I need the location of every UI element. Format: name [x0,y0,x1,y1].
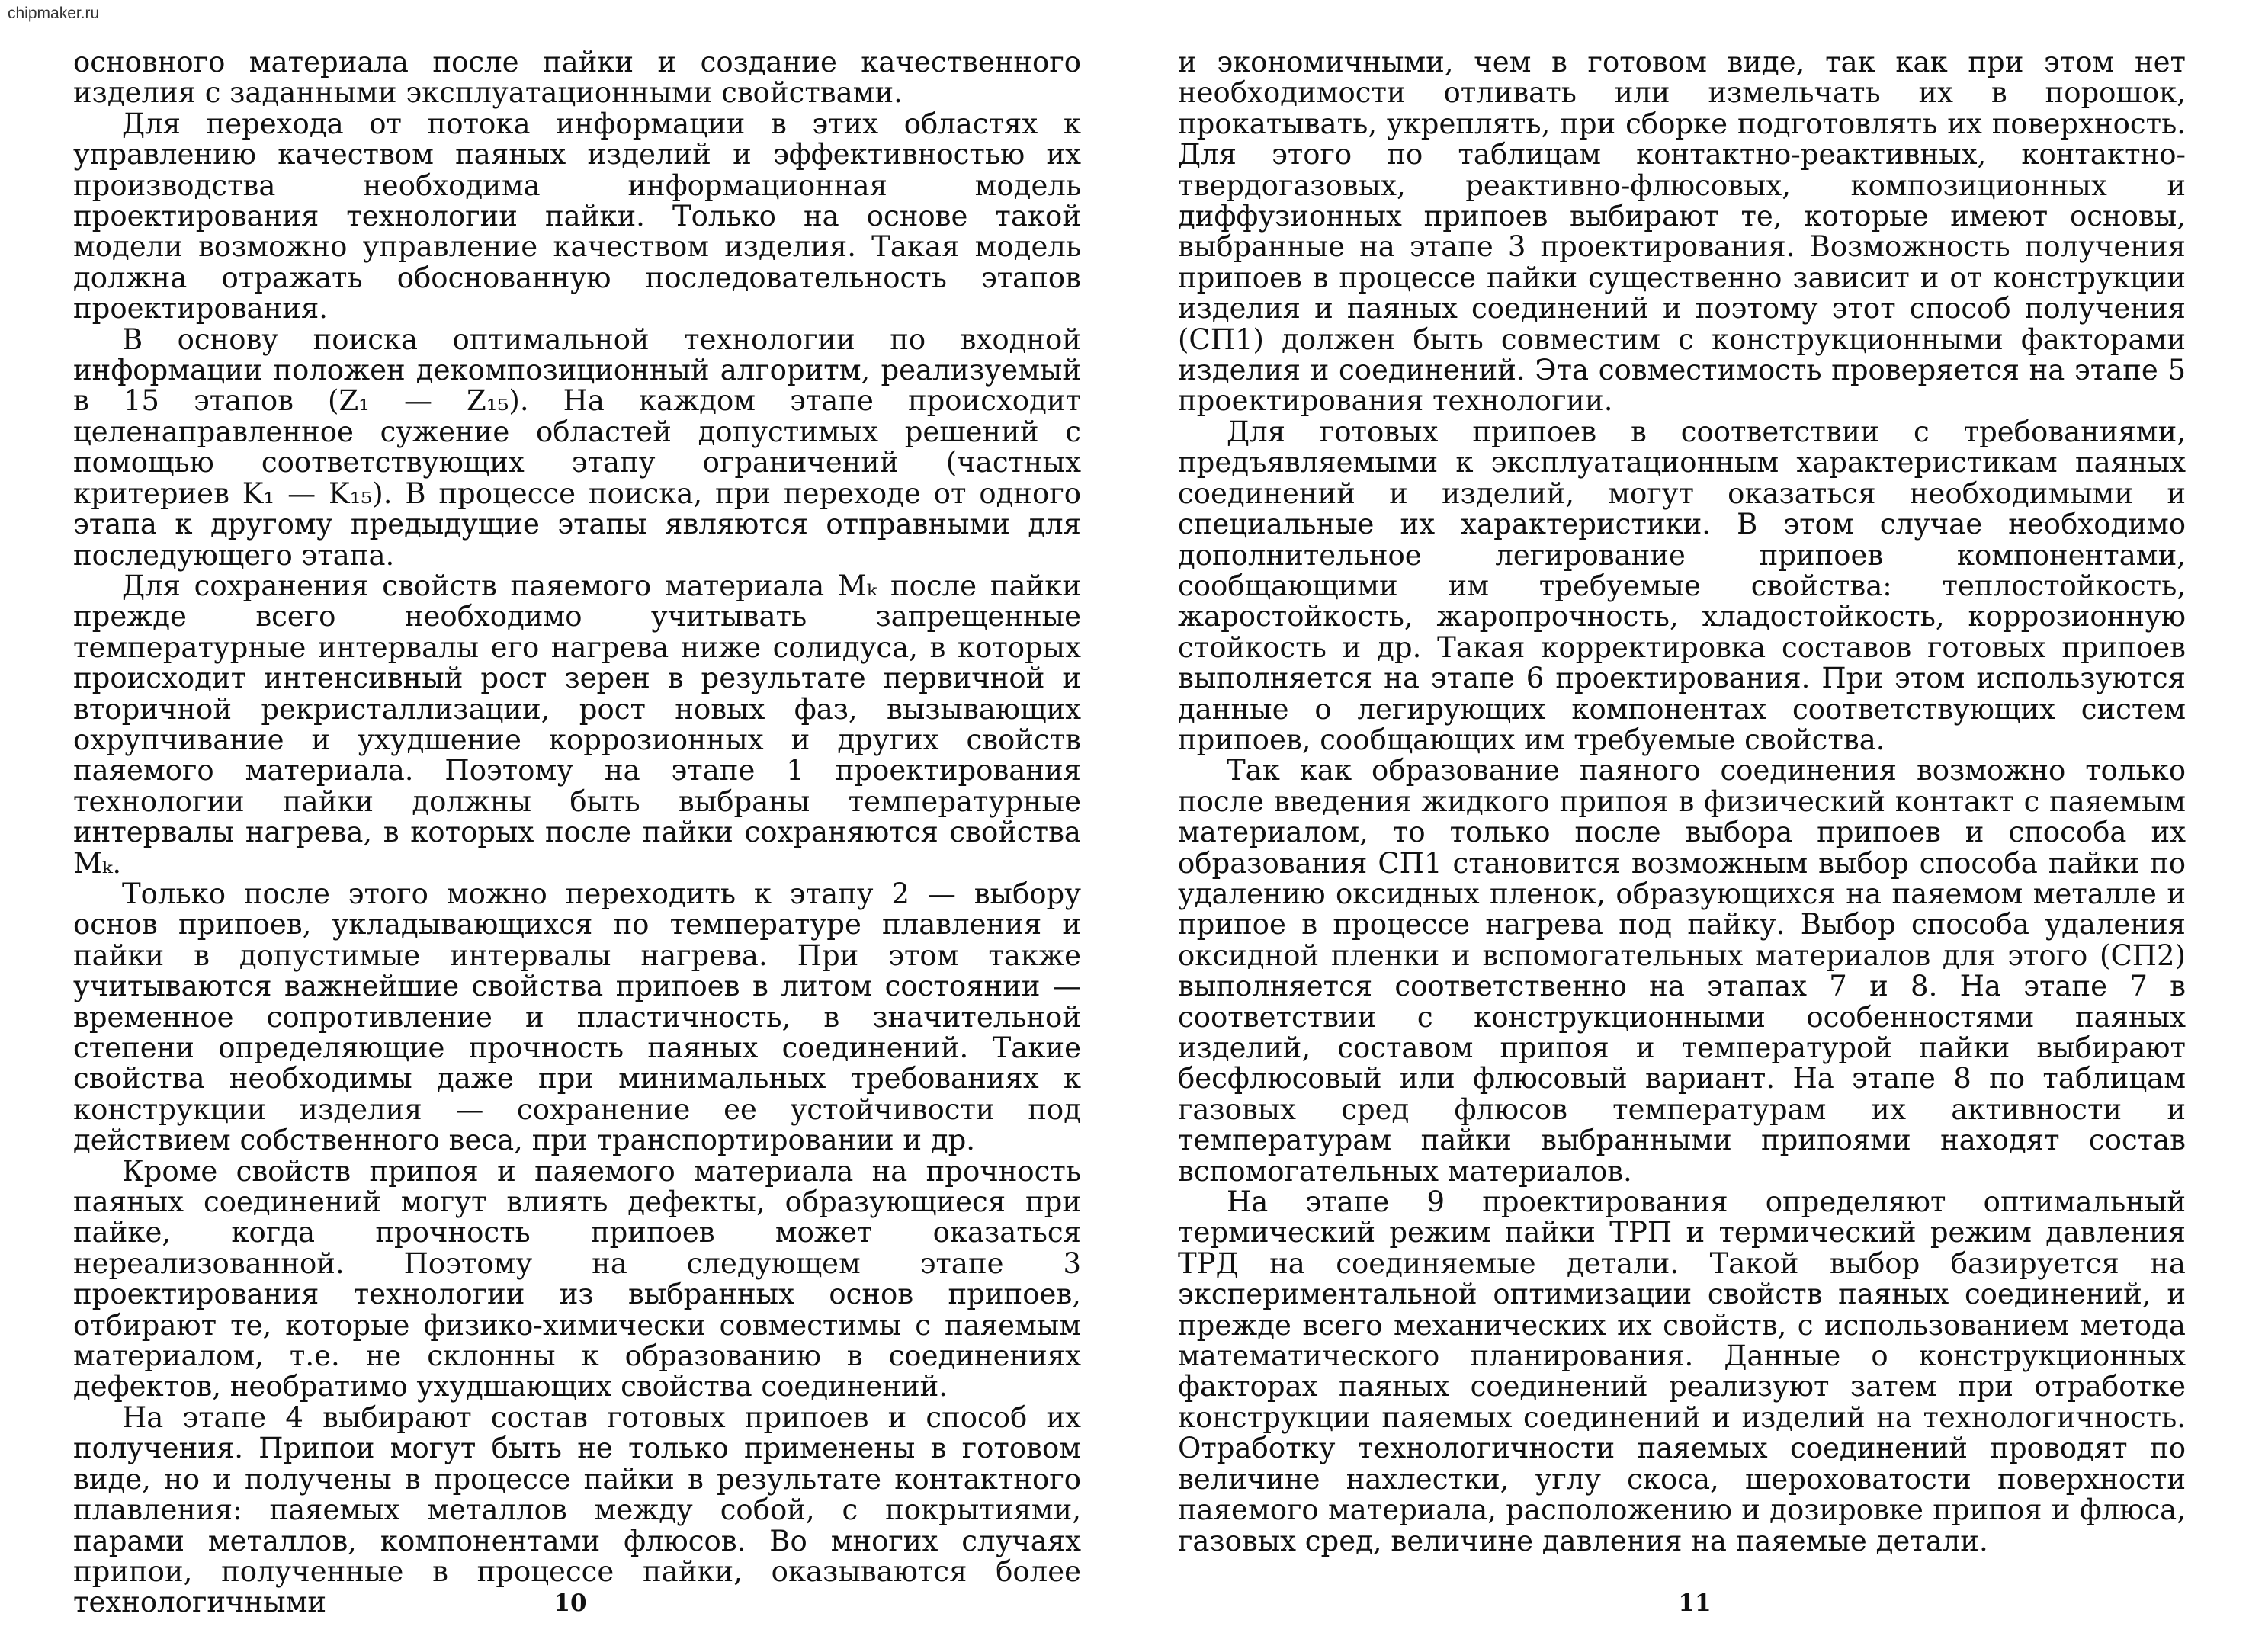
right-page [1178,46,2186,1557]
paragraph: На этапе 4 выбирают состав готовых припоев и способ их получения. Припои могут быть не только применены в готовом виде, но и получены в процессе пайки в результате контактного плавления: паяемых металлов между собой, с покрытиями, парами металлов, компонентами флюсов. Во многих случаях припои, полученные в процессе пайки, оказываются более технологичными [73,1400,1081,1619]
paragraph: и экономичными, чем в готовом виде, так как при этом нет необходимости отливать или измельчать их в порошок, прокатывать, укреплять, при сборке подготовлять их поверхность. Для этого по таблицам контактно-реактивных, контактно-твердогазовых, реактивно-флюсовых, композиционных и диффузионных припоев выбирают те, которые имеют основы, выбранные на этапе 3 проектирования. Возможность получения припоев в процессе пайки существенно зависит и от конструкции изделия и паяных соединений и поэтому этот способ получения (СП1) должен быть совместим с конструкционными факторами изделия и соединений. Эта совместимость проверяется на этапе 5 проектирования технологии. [1178,46,2186,418]
paragraph: На этапе 9 проектирования определяют оптимальный термический режим пайки ТРП и термический режим давления ТРД на соединяемые детали. Такой выбор базируется на экспериментальной оптимизации свойств паяных соединений, и прежде всего механических их свойств, с использованием метода математического планирования. Данные о конструкционных факторах паяных соединений реализуют затем при отработке конструкции паяемых соединений и изделий на технологичность. Отработку технологичности паяемых соединений проводят по величине нахлестки, углу скоса, шероховатости поверхности паяемого материала, расположению и дозировке припоя и флюса, газовых сред, величине давления на паяемые детали. [1178,1185,2186,1557]
paragraph: Кроме свойств припоя и паяемого материала на прочность паяных соединений могут влиять дефекты, образующиеся при пайке, когда прочность припоев может оказаться нереализованной. Поэтому на следующем этапе 3 проектирования технологии из выбранных основ припоев, отбирают те, которые физико-химически совместимы с паяемым материалом, т.е. не склонны к образованию в соединениях дефектов, необратимо ухудшающих свойства соединений. [73,1154,1081,1403]
site-watermark: chipmaker.ru [8,5,100,22]
paragraph: Для готовых припоев в соответствии с требованиями, предъявляемыми к эксплуатационным характеристикам паяных соединений и изделий, могут оказаться необходимыми и специальные их характеристики. В этом случае необходимо дополнительное легирование припоев компонентами, сообщающими им требуемые свойства: теплостойкость, жаростойкость, жаропрочность, хладостойкость, коррозионную стойкость и др. Такая корректировка составов готовых припоев выполняется на этапе 6 проектирования. При этом используются данные о легирующих компонентах соответствующих систем припоев, сообщающих им требуемые свойства. [1178,415,2186,756]
page-number-left: 10 [553,1589,587,1617]
paragraph: Только после этого можно переходить к этапу 2 — выбору основ припоев, укладывающихся по температуре плавления и пайки в допустимые интервалы нагрева. При этом также учитываются важнейшие свойства припоев в литом состоянии — временное сопротивление и пластичность, в значительной степени определяющие прочность паяных соединений. Такие свойства необходимы даже при минимальных требованиях к конструкции изделия — сохранение ее устойчивости под действием собственного веса, при транспортировании и др. [73,877,1081,1157]
paragraph: основного материала после пайки и создание качественного изделия с заданными эксплуатационными свойствами. [73,46,1081,110]
paragraph: Так как образование паяного соединения возможно только после введения жидкого припоя в физический контакт с паяемым материалом, то только после выбора припоев и способа их образования СП1 становится возможным выбор способа пайки по удалению оксидных пленок, образующихся на паяемом металле и припое в процессе нагрева под пайку. Выбор способа удаления оксидной пленки и вспомогательных материалов для этого (СП2) выполняется соответственно на этапах 7 и 8. На этапе 7 в соответствии с конструкционными особенностями паяных изделий, составом припоя и температурой пайки выбирают бесфлюсовый или флюсовый вариант. На этапе 8 по таблицам газовых сред флюсов температурам их активности и температурам пайки выбранными припоями находят состав вспомогательных материалов. [1178,754,2186,1188]
paragraph: Для перехода от потока информации в этих областях к управлению качеством паяных изделий и эффективностью их производства необходима информационная модель проектирования технологии пайки. Только на основе такой модели возможно управление качеством изделия. Такая модель должна отражать обоснованную последовательность этапов проектирования. [73,107,1081,326]
paragraph: Для сохранения свойств паяемого материала Mₖ после пайки прежде всего необходимо учитывать запрещенные температурные интервалы его нагрева ниже солидуса, в которых происходит интенсивный рост зерен в результате первичной и вторичной рекристаллизации, рост новых фаз, вызывающих охрупчивание и ухудшение коррозионных и других свойств паяемого материала. Поэтому на этапе 1 проектирования технологии пайки должны быть выбраны температурные интервалы нагрева, в которых после пайки сохраняются свойства Mₖ. [73,569,1081,880]
page-number-right: 11 [1678,1589,1712,1617]
paragraph: В основу поиска оптимальной технологии по входной информации положен декомпозиционный алгоритм, реализуемый в 15 этапов (Z₁ — Z₁₅). На каждом этапе происходит целенаправленное сужение областей допустимых решений с помощью соответствующих этапу ограничений (частных критериев K₁ — K₁₅). В процессе поиска, при переходе от одного этапа к другому предыдущие этапы являются отправными для последующего этапа. [73,322,1081,572]
